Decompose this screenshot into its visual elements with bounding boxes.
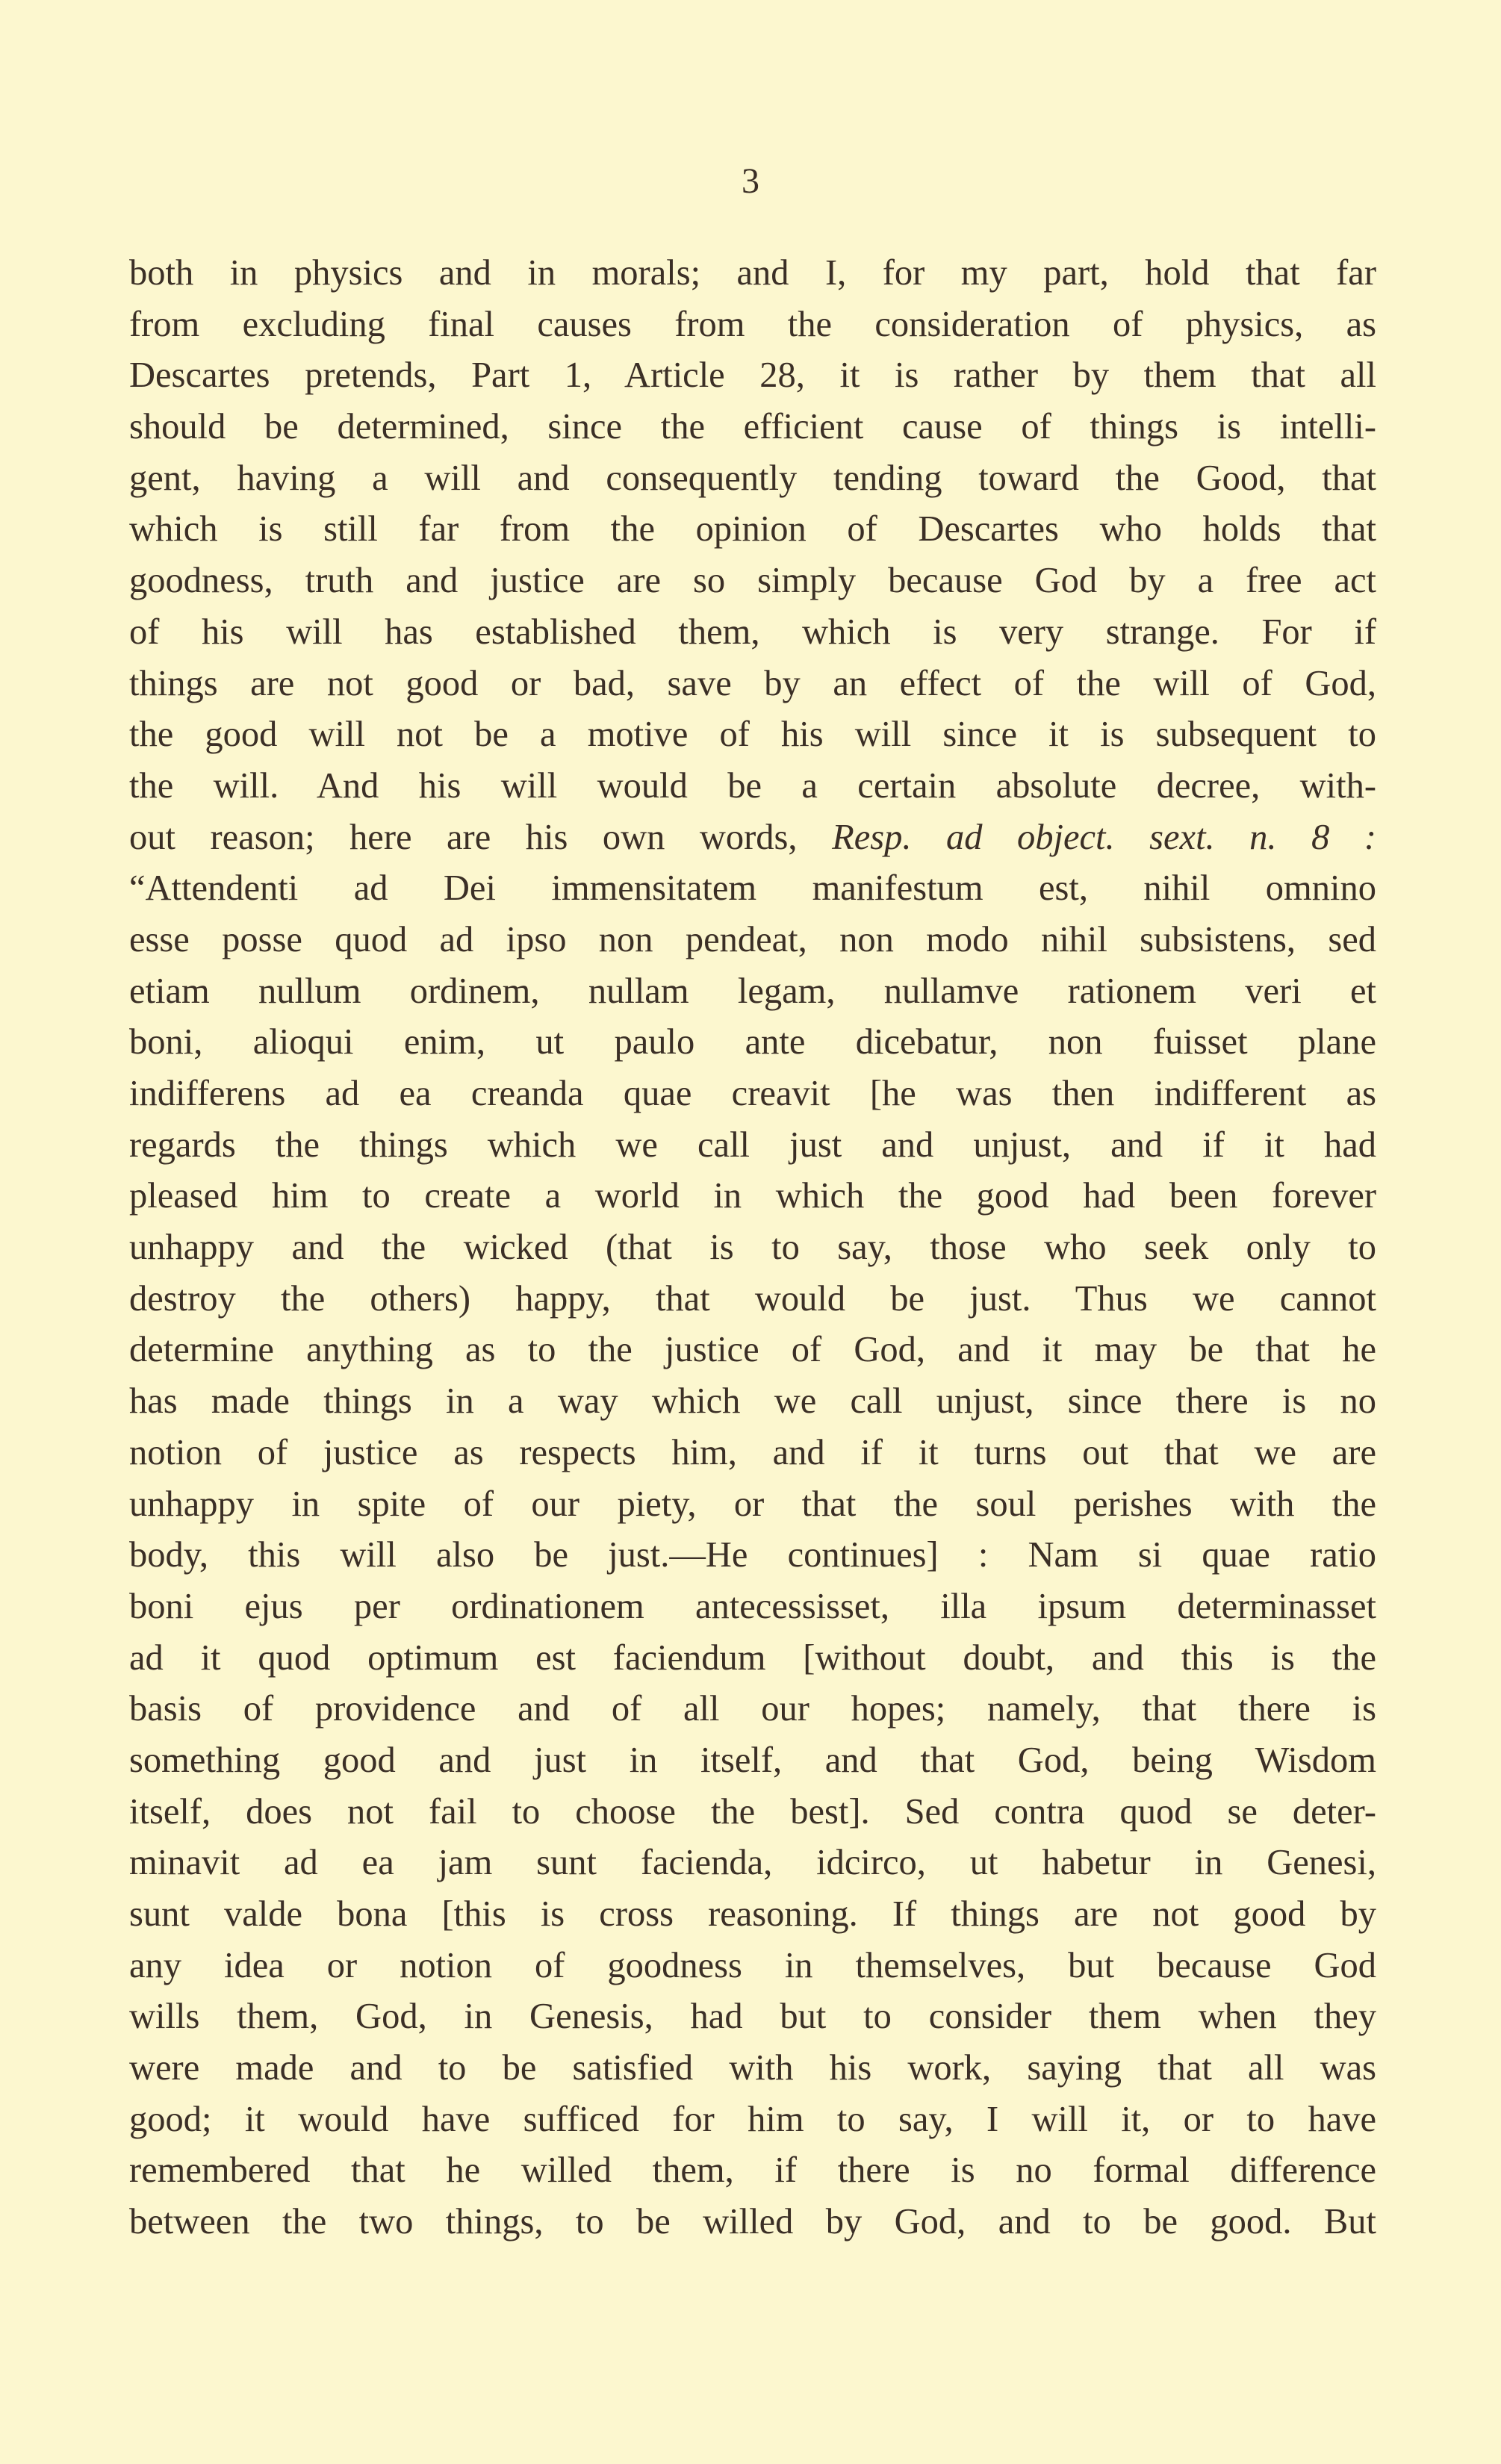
- text-line-content: gent, having a will and consequently tending toward the Good, that: [129, 458, 1376, 498]
- text-line: [129, 1684, 1376, 1735]
- text-line: [129, 1941, 1376, 1992]
- text-line: [129, 556, 1376, 607]
- citation-reference: Resp. ad object. sext. n. 8 :: [832, 817, 1376, 857]
- text-line: [129, 1428, 1376, 1479]
- text-line-content: from excluding final causes from the consideration of physics, as: [129, 304, 1376, 344]
- text-line-content: esse posse quod ad ipso non pendeat, non modo nihil subsistens, sed: [129, 919, 1376, 959]
- text-line-content: between the two things, to be willed by God, and to be good. But: [129, 2202, 1376, 2242]
- text-line-content: indifferens ad ea creanda quae creavit [he was then indifferent as: [129, 1074, 1376, 1113]
- text-line-content: sunt valde bona [this is cross reasoning. If things are not good by: [129, 1894, 1376, 1934]
- text-line-content: boni, alioqui enim, ut paulo ante dicebatur, non fuisset plane: [129, 1022, 1376, 1063]
- text-line-content: destroy the others) happy, that would be just. Thus we cannot: [129, 1278, 1376, 1319]
- text-line: [129, 1376, 1376, 1428]
- text-line-content: “Attendenti ad Dei immensitatem manifestum est, nihil omnino: [129, 868, 1376, 909]
- text-line: [129, 915, 1376, 966]
- text-line-content: of his will has established them, which is very strange. For if: [129, 612, 1376, 652]
- text-line-content: boni ejus per ordinationem antecessisset, illa ipsum determinasset: [129, 1586, 1376, 1626]
- text-line-content: which is still far from the opinion of Descartes who holds that: [129, 509, 1376, 550]
- text-line-content: pleased him to create a world in which the good had been forever: [129, 1176, 1376, 1216]
- text-line-content: the will. And his will would be a certain absolute decree, with-: [129, 765, 1376, 806]
- body-text: [129, 248, 1376, 2248]
- text-line: [129, 709, 1376, 761]
- text-line-content: any idea or notion of goodness in themselves, but because God: [129, 1945, 1376, 1985]
- text-line: [129, 966, 1376, 1018]
- text-line-content: should be determined, since the efficient cause of things is intelli-: [129, 407, 1376, 447]
- text-line-content: regards the things which we call just and unjust, and if it had: [129, 1124, 1376, 1165]
- text-line-content: determine anything as to the justice of God, and it may be that he: [129, 1330, 1376, 1370]
- text-line: [129, 1120, 1376, 1172]
- text-line-content: something good and just in itself, and that God, being Wisdom: [129, 1740, 1376, 1780]
- text-line-content: good; it would have sufficed for him to say, I will it, or to have: [129, 2099, 1376, 2139]
- text-line: [129, 1274, 1376, 1325]
- text-line: [129, 1581, 1376, 1633]
- text-line: [129, 1325, 1376, 1376]
- text-line: [129, 1068, 1376, 1120]
- text-line: [129, 402, 1376, 453]
- text-line: [129, 2094, 1376, 2146]
- text-line: [129, 1171, 1376, 1222]
- text-line-content: the good will not be a motive of his will since it is subsequent to: [129, 715, 1376, 755]
- text-line-content: basis of providence and of all our hopes; namely, that there is: [129, 1689, 1376, 1729]
- text-line-content: wills them, God, in Genesis, had but to consider them when they: [129, 1997, 1376, 2037]
- text-line-content: goodness, truth and justice are so simply because God by a free act: [129, 561, 1376, 601]
- text-line: [129, 607, 1376, 659]
- text-line-content: ad it quod optimum est faciendum [without doubt, and this is the: [129, 1637, 1376, 1678]
- text-line-content: unhappy in spite of our piety, or that the soul perishes with the: [129, 1484, 1376, 1524]
- text-line: [129, 2197, 1376, 2248]
- text-line: [129, 453, 1376, 505]
- text-line: [129, 2043, 1376, 2094]
- text-line: [129, 504, 1376, 556]
- text-line: [129, 1889, 1376, 1941]
- text-line: [129, 812, 1376, 864]
- text-line-content: has made things in a way which we call unjust, since there is no: [129, 1381, 1376, 1422]
- text-line-content: unhappy and the wicked (that is to say, those who seek only to: [129, 1228, 1376, 1268]
- text-line-content: body, this will also be just.—He continues] : Nam si quae ratio: [129, 1535, 1376, 1575]
- text-line: [129, 1633, 1376, 1684]
- text-line: [129, 1735, 1376, 1787]
- text-line-content: notion of justice as respects him, and if it turns out that we are: [129, 1432, 1376, 1472]
- text-line: [129, 1479, 1376, 1531]
- text-line: [129, 299, 1376, 351]
- text-line: [129, 1787, 1376, 1838]
- text-line: [129, 1222, 1376, 1274]
- text-line-content: remembered that he willed them, if there is no formal difference: [129, 2150, 1376, 2191]
- text-line: [129, 659, 1376, 710]
- text-line: [129, 1991, 1376, 2043]
- text-line-content: Descartes pretends, Part 1, Article 28, it is rather by them that all: [129, 355, 1376, 396]
- text-line: [129, 1017, 1376, 1068]
- text-line: [129, 350, 1376, 402]
- text-line: [129, 248, 1376, 299]
- text-line: [129, 863, 1376, 915]
- text-line: [129, 1530, 1376, 1581]
- page-number: 3: [742, 161, 759, 201]
- text-line-content: were made and to be satisfied with his work, saying that all was: [129, 2048, 1376, 2088]
- text-line: [129, 761, 1376, 812]
- text-line-content: out reason; here are his own words,: [129, 817, 798, 857]
- text-line-content: things are not good or bad, save by an effect of the will of God,: [129, 663, 1376, 703]
- text-line-content: minavit ad ea jam sunt facienda, idcirco, ut habetur in Genesi,: [129, 1843, 1376, 1883]
- text-line-content: etiam nullum ordinem, nullam legam, nullamve rationem veri et: [129, 971, 1376, 1011]
- text-line: [129, 1838, 1376, 1889]
- text-line-content: itself, does not fail to choose the best]. Sed contra quod se deter-: [129, 1791, 1376, 1832]
- text-line: [129, 2145, 1376, 2197]
- text-line-content: both in physics and in morals; and I, for my part, hold that far: [129, 253, 1376, 293]
